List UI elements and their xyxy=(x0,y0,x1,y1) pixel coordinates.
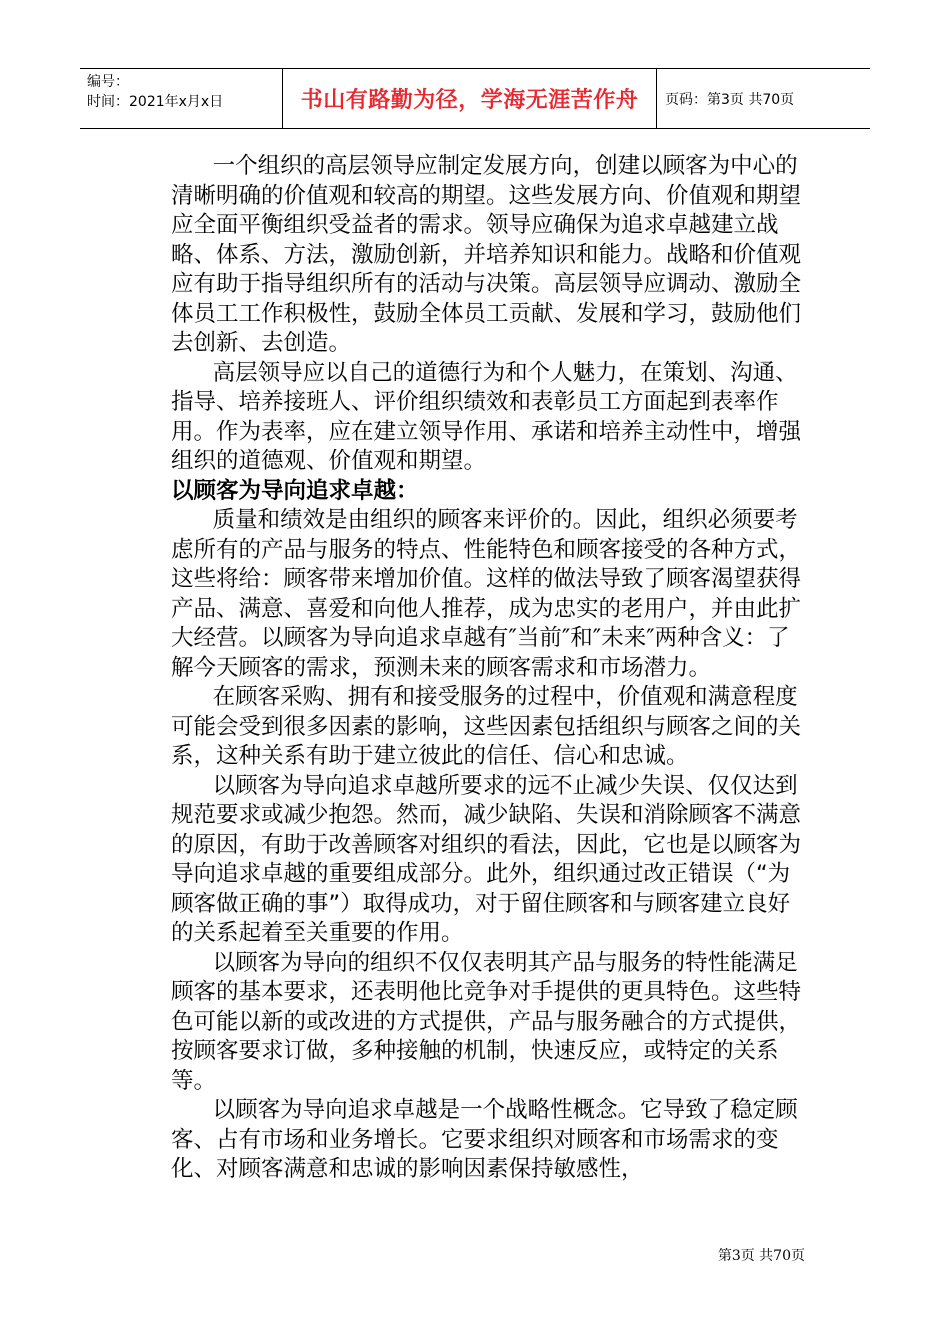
paragraph: 以顾客为导向追求卓越所要求的远不止减少失误、仅仅达到规范要求或减少抱怨。然而，减少缺陷、失误和消除顾客不满意的原因，有助于改善顾客对组织的看法，因此，它也是以顾客为导向追求卓越的重要组成部分。此外，组织通过改正错误（“为顾客做正确的事”）取得成功，对于留住顾客和与顾客建立良好的关系起着至关重要的作用。 xyxy=(171,772,802,946)
page-footer: 第3页 共70页 xyxy=(717,1248,805,1264)
document-date: 时间：2021年x月x日 xyxy=(87,94,224,110)
page-header xyxy=(80,68,870,129)
paragraph: 以顾客为导向追求卓越是一个战略性概念。它导致了稳定顾客、占有市场和业务增长。它要求组织对顾客和市场需求的变化、对顾客满意和忠诚的影响因素保持敏感性， xyxy=(171,1097,798,1182)
header-page-number: 页码：第3页 共70页 xyxy=(665,91,795,108)
paragraph: 质量和绩效是由组织的顾客来评价的。因此，组织必须要考虑所有的产品与服务的特点、性能特色和顾客接受的各种方式，这些将给：顾客带来增加价值。这样的做法导致了顾客渴望获得产品、满意、喜爱和向他人推荐，成为忠实的老用户，并由此扩大经营。以顾客为导向追求卓越有″当前″和″未来″两种含义：了解今天顾客的需求，预测未来的顾客需求和市场潜力。 xyxy=(171,507,802,681)
paragraph: 以顾客为导向的组织不仅仅表明其产品与服务的特性能满足顾客的基本要求，还表明他比竞争对手提供的更具特色。这些特色可能以新的或改进的方式提供，产品与服务融合的方式提供，按顾客要求订做，多种接触的机制，快速反应，或特定的关系等。 xyxy=(171,949,802,1094)
header-motto: 书山有路勤为径，学海无涯苦作舟 xyxy=(283,69,657,128)
header-meta xyxy=(80,69,283,128)
section-heading: 以顾客为导向追求卓越： xyxy=(171,477,419,504)
document-body xyxy=(171,152,811,1185)
paragraph: 在顾客采购、拥有和接受服务的过程中，价值观和满意程度可能会受到很多因素的影响，这些因素包括组织与顾客之间的关系，这种关系有助于建立彼此的信任、信心和忠诚。 xyxy=(171,684,802,769)
document-number: 编号： xyxy=(87,74,129,90)
paragraph: 高层领导应以自己的道德行为和个人魅力，在策划、沟通、指导、培养接班人、评价组织绩效和表彰员工方面起到表率作用。作为表率，应在建立领导作用、承诺和培养主动性中，增强组织的道德观、价值观和期望。 xyxy=(171,359,802,474)
paragraph: 一个组织的高层领导应制定发展方向，创建以顾客为中心的清晰明确的价值观和较高的期望。这些发展方向、价值观和期望应全面平衡组织受益者的需求。领导应确保为追求卓越建立战略、体系、方法，激励创新，并培养知识和能力。战略和价值观应有助于指导组织所有的活动与决策。高层领导应调动、激励全体员工工作积极性，鼓励全体员工贡献、发展和学习，鼓励他们去创新、去创造。 xyxy=(171,153,802,356)
